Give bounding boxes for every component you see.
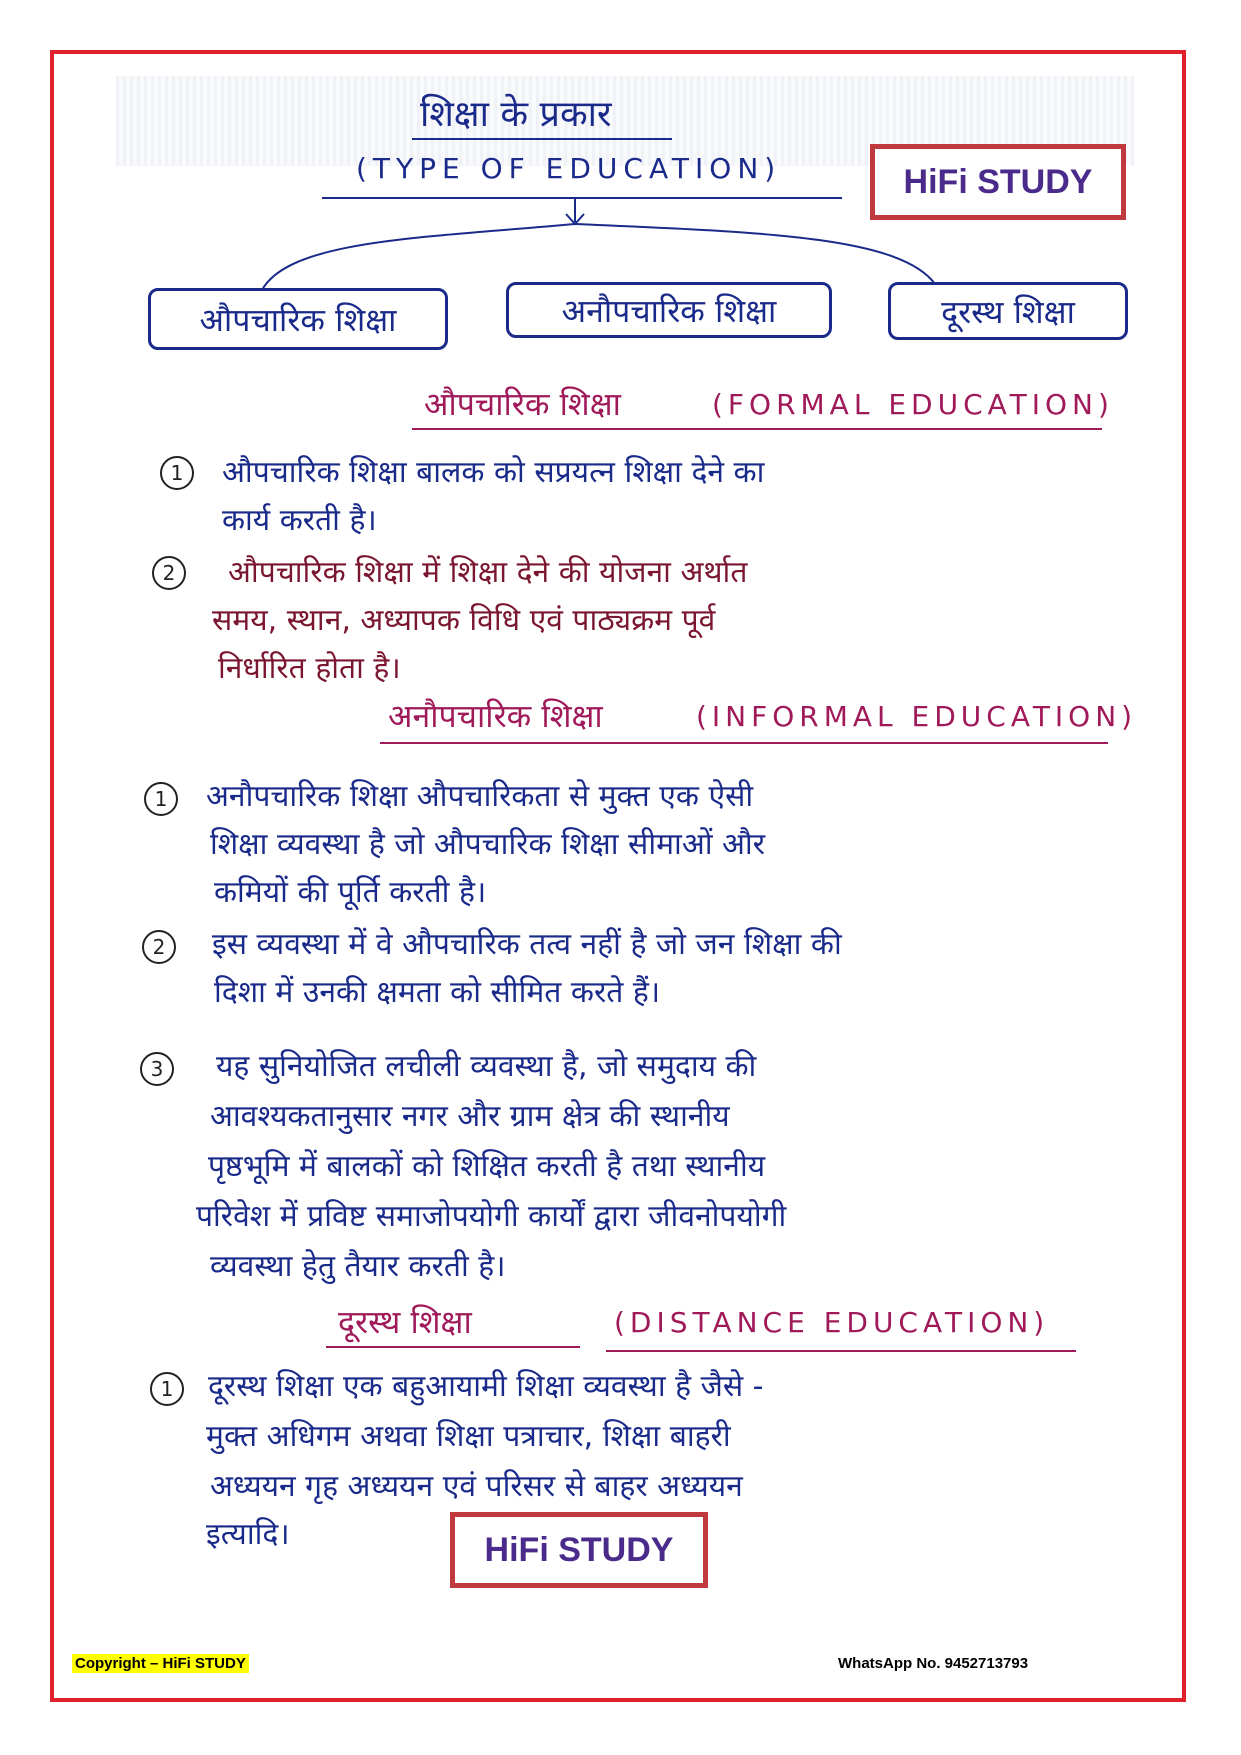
box-distance-education: दूरस्थ शिक्षा (888, 282, 1128, 340)
watermark-stamp-bottom: HiFi STUDY (450, 1512, 708, 1588)
informal-point-1-line-2: शिक्षा व्यवस्था है जो औपचारिक शिक्षा सीमाओं और (210, 827, 765, 862)
heading-distance-hindi: दूरस्थ शिक्षा (338, 1303, 472, 1341)
informal-point-1-line-3: कमियों की पूर्ति करती है। (214, 875, 487, 910)
formal-point-1-line-1: औपचारिक शिक्षा बालक को सप्रयत्न शिक्षा देने का (222, 455, 765, 490)
distance-point-1-line-3: अध्ययन गृह अध्ययन एवं परिसर से बाहर अध्ययन (210, 1469, 743, 1504)
distance-point-1-line-4: इत्यादि। (206, 1517, 290, 1552)
distance-point-1-line-2: मुक्त अधिगम अथवा शिक्षा पत्राचार, शिक्षा बाहरी (206, 1419, 731, 1454)
informal-point-3-line-4: परिवेश में प्रविष्ट समाजोपयोगी कार्यों द्वारा जीवनोपयोगी (196, 1199, 787, 1234)
informal-point-number: 3 (140, 1052, 174, 1086)
informal-point-2-line-2: दिशा में उनकी क्षमता को सीमित करते हैं। (214, 975, 661, 1010)
box-informal-education: अनौपचारिक शिक्षा (506, 282, 832, 338)
informal-point-2-line-1: इस व्यवस्था में वे औपचारिक तत्व नहीं है जो जन शिक्षा की (212, 927, 842, 962)
informal-point-3-line-3: पृष्ठभूमि में बालकों को शिक्षित करती है तथा स्थानीय (208, 1149, 766, 1184)
informal-point-3-line-1: यह सुनियोजित लचीली व्यवस्था है, जो समुदाय की (216, 1049, 757, 1084)
informal-point-number: 1 (144, 782, 178, 816)
distance-point-number: 1 (150, 1372, 184, 1406)
formal-point-2-line-2: समय, स्थान, अध्यापक विधि एवं पाठ्यक्रम पूर्व (212, 603, 716, 638)
heading-formal-underline (412, 428, 1102, 430)
heading-distance-english: (DISTANCE EDUCATION) (614, 1306, 1050, 1339)
heading-informal-hindi: अनौपचारिक शिक्षा (388, 697, 603, 735)
heading-distance-underline-hindi (326, 1346, 580, 1348)
page-title-hindi: शिक्षा के प्रकार (420, 94, 612, 135)
formal-point-number: 1 (160, 456, 194, 490)
heading-informal-underline (380, 742, 1108, 744)
page-title-english: (TYPE OF EDUCATION) (356, 152, 782, 185)
formal-point-2-line-3: निर्धारित होता है। (218, 651, 401, 686)
heading-distance-underline-english (606, 1350, 1076, 1352)
informal-point-3-line-2: आवश्यकतानुसार नगर और ग्राम क्षेत्र की स्थानीय (210, 1099, 730, 1134)
informal-point-3-line-5: व्यवस्था हेतु तैयार करती है। (210, 1249, 506, 1284)
distance-point-1-line-1: दूरस्थ शिक्षा एक बहुआयामी शिक्षा व्यवस्था है जैसे - (208, 1369, 764, 1404)
formal-point-number: 2 (152, 556, 186, 590)
formal-point-2-line-1: औपचारिक शिक्षा में शिक्षा देने की योजना अर्थात (228, 555, 748, 590)
heading-informal-english: (INFORMAL EDUCATION) (696, 700, 1138, 733)
heading-formal-hindi: औपचारिक शिक्षा (424, 385, 621, 423)
informal-point-number: 2 (142, 930, 176, 964)
footer-copyright: Copyright – HiFi STUDY (72, 1654, 249, 1673)
heading-formal-english: (FORMAL EDUCATION) (712, 388, 1114, 421)
footer-whatsapp: WhatsApp No. 9452713793 (838, 1655, 1029, 1672)
informal-point-1-line-1: अनौपचारिक शिक्षा औपचारिकता से मुक्त एक ऐसी (206, 779, 754, 814)
box-formal-education: औपचारिक शिक्षा (148, 288, 448, 350)
watermark-stamp-top: HiFi STUDY (870, 144, 1126, 220)
formal-point-1-line-2: कार्य करती है। (222, 503, 377, 538)
